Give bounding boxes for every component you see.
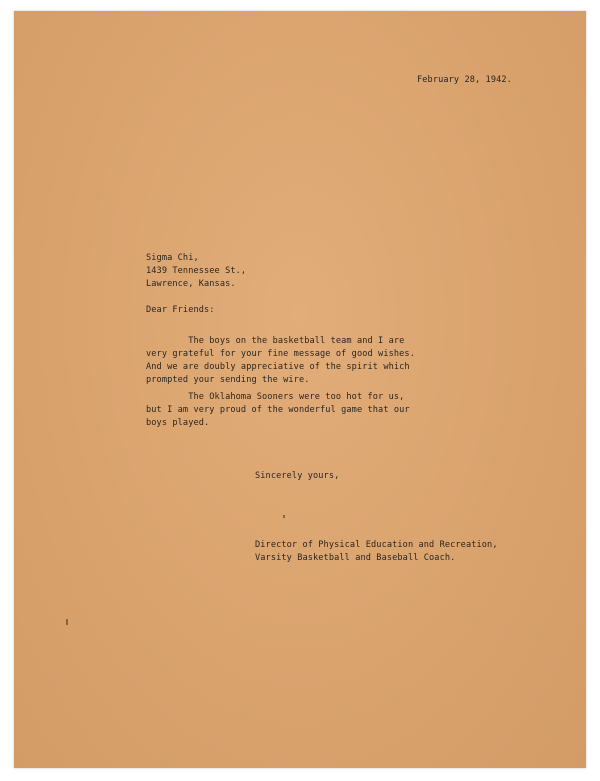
body-paragraph-1 (146, 335, 415, 387)
body-line: boys played. (146, 418, 210, 428)
body-line: prompted your sending the wire. (146, 375, 310, 385)
paper-speck (66, 619, 68, 625)
body-paragraph-2 (146, 391, 410, 430)
body-line: very grateful for your fine message of good wishes. (146, 349, 415, 359)
letter-page (14, 11, 586, 768)
complimentary-close: Sincerely yours, (255, 471, 340, 481)
address-line: Sigma Chi, (146, 253, 199, 263)
signature-line: Director of Physical Education and Recreation, (255, 540, 498, 550)
address-line: 1439 Tennessee St., (146, 266, 247, 276)
signature-block (255, 539, 498, 565)
letter-date: February 28, 1942. (417, 75, 512, 85)
body-line: And we are doubly appreciative of the spirit which (146, 362, 410, 372)
signature-line: Varsity Basketball and Baseball Coach. (255, 553, 456, 563)
recipient-address (146, 252, 246, 291)
body-line: The boys on the basketball team and I are (146, 336, 405, 346)
body-line: The Oklahoma Sooners were too hot for us, (146, 392, 405, 402)
salutation: Dear Friends: (146, 305, 215, 315)
body-line: but I am very proud of the wonderful game that our (146, 405, 410, 415)
address-line: Lawrence, Kansas. (146, 279, 236, 289)
paper-speck (283, 515, 285, 518)
